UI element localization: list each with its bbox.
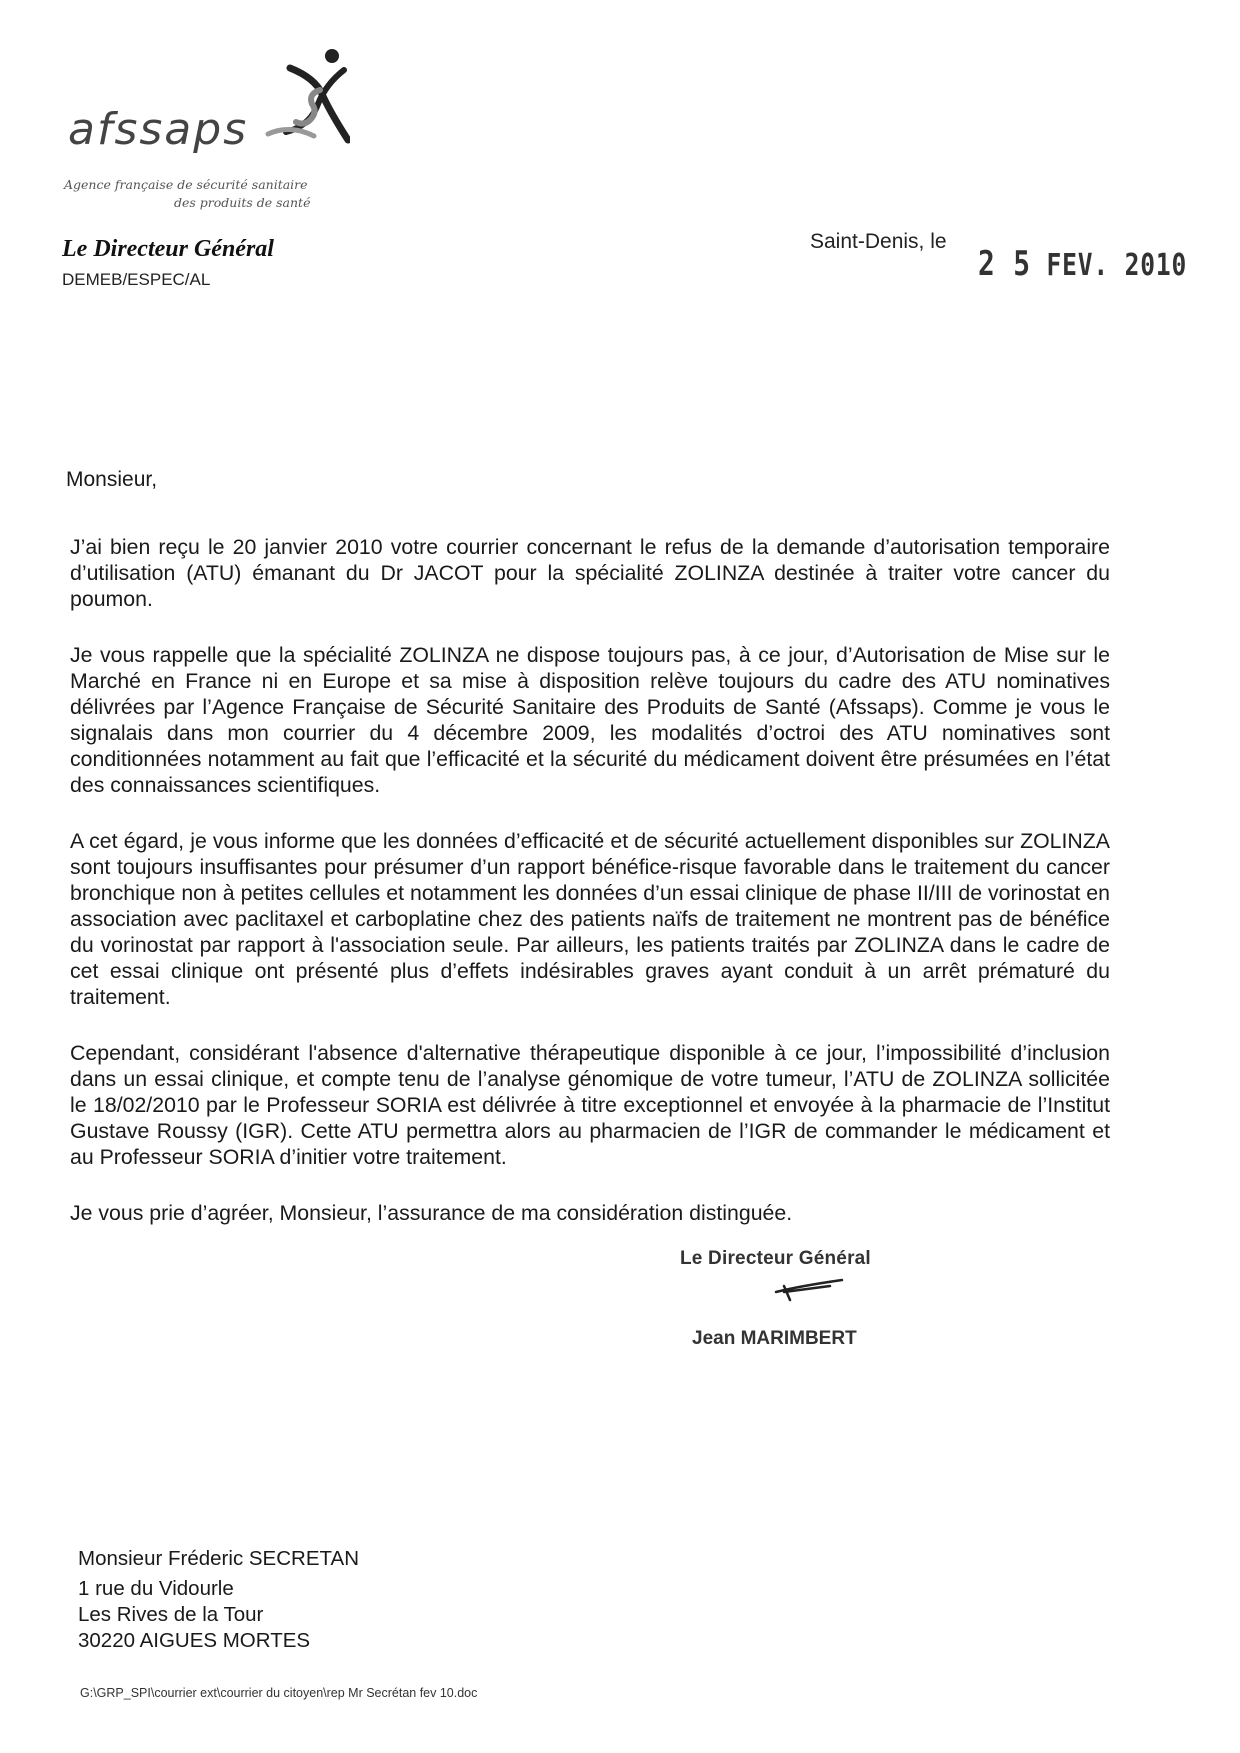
date-stamp	[978, 244, 1187, 284]
signature-title: Le Directeur Général	[680, 1248, 871, 1269]
recipient-name: Monsieur Fréderic SECRETAN	[78, 1547, 359, 1570]
recipient-address	[78, 1546, 359, 1654]
signatory-name: Jean MARIMBERT	[692, 1328, 857, 1349]
recipient-line-1: 1 rue du Vidourle	[78, 1577, 234, 1600]
signature-block	[680, 1248, 940, 1350]
sender-title: Le Directeur Général	[62, 236, 274, 262]
sender-reference: DEMEB/ESPEC/AL	[62, 270, 211, 289]
letter-body	[70, 534, 1110, 1256]
tagline-line-1: Agence française de sécurité sanitaire	[64, 177, 308, 192]
paragraph-2: Je vous rappelle que la spécialité ZOLINZA ne dispose toujours pas, à ce jour, d’Autorisation de Mise sur le Marché en France ni en Europe et sa mise à disposition relève toujours du cadre des ATU nominatives délivrées par l’Agence Française de Sécurité Sanitaire des Produits de Santé (Afssaps). Comme je vous le signalais dans mon courrier du 4 décembre 2009, les modalités d’octroi des ATU nominatives sont conditionnées notamment au fait que l’efficacité et la sécurité du médicament doivent être présumées en l’état des connaissances scientifiques.	[70, 643, 1110, 797]
paragraph-4: Cependant, considérant l'absence d'alternative thérapeutique disponible à ce jour, l’impossibilité d’inclusion dans un essai clinique, et compte tenu de l’analyse génomique de votre tumeur, l’ATU de ZOLINZA sollicitée le 18/02/2010 par le Professeur SORIA est délivrée à titre exceptionnel et envoyée à la pharmacie de l’Institut Gustave Roussy (IGR). Cette ATU permettra alors au pharmacien de l’IGR de commander le médicament et au Professeur SORIA d’initier votre traitement.	[70, 1041, 1110, 1169]
handwritten-signature	[770, 1272, 860, 1302]
document-file-path: G:\GRP_SPI\courrier ext\courrier du citoyen\rep Mr Secrétan fev 10.doc	[80, 1686, 478, 1700]
afssaps-figure-icon	[260, 48, 350, 163]
recipient-line-2: Les Rives de la Tour	[78, 1603, 264, 1626]
paragraph-1: J’ai bien reçu le 20 janvier 2010 votre courrier concernant le refus de la demande d’autorisation temporaire d’utilisation (ATU) émanant du Dr JACOT pour la spécialité ZOLINZA destinée à traiter votre cancer du poumon.	[70, 535, 1110, 611]
date-stamp-month-year: FEV. 2010	[1046, 248, 1188, 283]
date-stamp-day: 2 5	[978, 244, 1031, 284]
logo-wordmark: afssaps	[68, 104, 249, 155]
dateline-place: Saint-Denis, le	[810, 230, 947, 253]
tagline-line-2: des produits de santé	[174, 195, 311, 210]
afssaps-logo	[60, 48, 350, 218]
paragraph-3: A cet égard, je vous informe que les données d’efficacité et de sécurité actuellement disponibles sur ZOLINZA sont toujours insuffisantes pour présumer d’un rapport bénéfice-risque favorable dans le traitement du cancer bronchique non à petites cellules et notamment les données d’un essai clinique de phase II/III de vorinostat en association avec paclitaxel et carboplatine chez des patients naïfs de traitement ne montrent pas de bénéfice du vorinostat par rapport à l'association seule. Par ailleurs, les patients traités par ZOLINZA dans le cadre de cet essai clinique ont présenté plus d’effets indésirables graves ayant conduit à un arrêt prématuré du traitement.	[70, 829, 1110, 1009]
recipient-line-3: 30220 AIGUES MORTES	[78, 1629, 311, 1652]
closing-formula: Je vous prie d’agréer, Monsieur, l’assurance de ma considération distinguée.	[70, 1201, 793, 1225]
logo-tagline	[64, 176, 324, 212]
salutation: Monsieur,	[66, 468, 158, 491]
